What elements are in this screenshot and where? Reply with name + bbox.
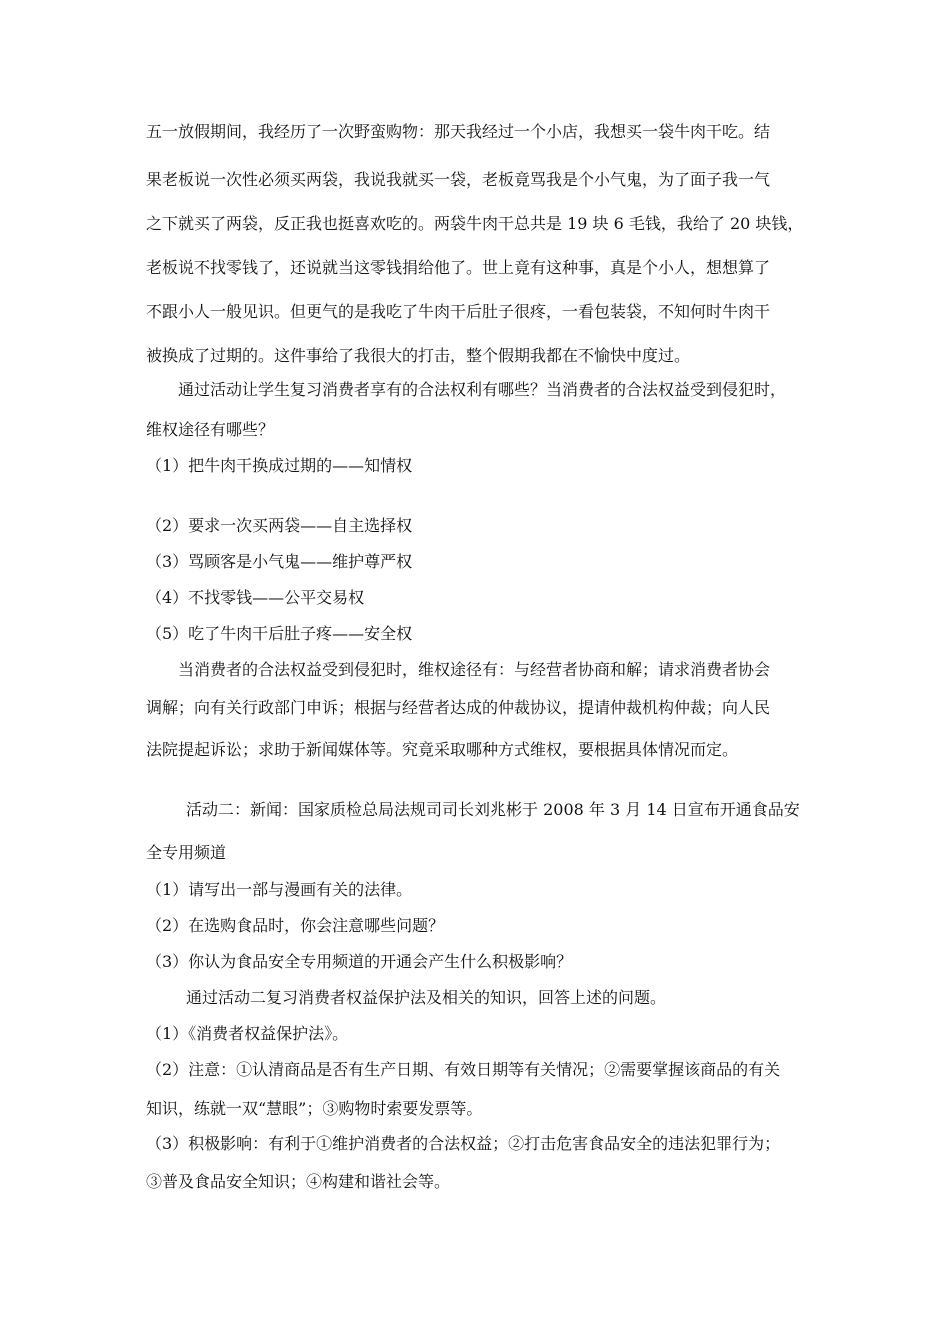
text-line: 调解；向有关行政部门申诉；根据与经营者达成的仲裁协议，提请仲裁机构仲裁；向人民 bbox=[146, 698, 771, 717]
list-item: （3）积极影响：有利于①维护消费者的合法权益；②打击危害食品安全的违法犯罪行为； bbox=[146, 1134, 781, 1153]
text-line: ③普及食品安全知识；④构建和谐社会等。 bbox=[146, 1172, 451, 1191]
text-line: 果老板说一次性必须买两袋，我说我就买一袋，老板竟骂我是个小气鬼，为了面子我一气 bbox=[146, 170, 771, 189]
text-line: 通过活动二复习消费者权益保护法及相关的知识，回答上述的问题。 bbox=[186, 988, 667, 1007]
list-item: （3）你认为食品安全专用频道的开通会产生什么积极影响？ bbox=[146, 952, 573, 971]
text-line: 知识，练就一双“慧眼”；③购物时索要发票等。 bbox=[146, 1099, 483, 1118]
list-item: （4）不找零钱——公平交易权 bbox=[146, 588, 365, 607]
list-item: （5）吃了牛肉干后肚子疼——安全权 bbox=[146, 624, 413, 643]
text-line: 被换成了过期的。这件事给了我很大的打击，整个假期我都在不愉快中度过。 bbox=[146, 346, 691, 365]
text-line: 通过活动让学生复习消费者享有的合法权利有哪些？当消费者的合法权益受到侵犯时， bbox=[178, 380, 787, 399]
list-item: （2）在选购食品时，你会注意哪些问题？ bbox=[146, 916, 445, 935]
list-item: （1）请写出一部与漫画有关的法律。 bbox=[146, 880, 413, 899]
list-item: （2）注意：①认清商品是否有生产日期、有效日期等有关情况；②需要掌握该商品的有关 bbox=[146, 1060, 781, 1079]
list-item: （1）把牛肉干换成过期的——知情权 bbox=[146, 456, 413, 475]
text-line: 当消费者的合法权益受到侵犯时，维权途径有：与经营者协商和解；请求消费者协会 bbox=[178, 660, 771, 679]
text-line: 全专用频道 bbox=[146, 843, 227, 862]
list-item: （1）《消费者权益保护法》。 bbox=[146, 1024, 349, 1043]
text-line: 之下就买了两袋，反正我也挺喜欢吃的。两袋牛肉干总共是 19 块 6 毛钱，我给了 20 块钱， bbox=[146, 214, 804, 233]
list-item: （2）要求一次买两袋——自主选择权 bbox=[146, 516, 413, 535]
text-line: 活动二：新闻：国家质检总局法规司司长刘兆彬于 2008 年 3 月 14 日宣布开通食品安 bbox=[186, 800, 800, 819]
list-item: （3）骂顾客是小气鬼——维护尊严权 bbox=[146, 552, 413, 571]
text-line: 维权途径有哪些？ bbox=[146, 420, 275, 439]
text-line: 法院提起诉讼；求助于新闻媒体等。究竟采取哪种方式维权，要根据具体情况而定。 bbox=[146, 740, 739, 759]
text-line: 老板说不找零钱了，还说就当这零钱捐给他了。世上竟有这种事，真是个小人，想想算了 bbox=[146, 258, 771, 277]
text-line: 不跟小人一般见识。但更气的是我吃了牛肉干后肚子很疼，一看包装袋，不知何时牛肉干 bbox=[146, 302, 771, 321]
text-line: 五一放假期间，我经历了一次野蛮购物：那天我经过一个小店，我想买一袋牛肉干吃。结 bbox=[146, 122, 771, 141]
